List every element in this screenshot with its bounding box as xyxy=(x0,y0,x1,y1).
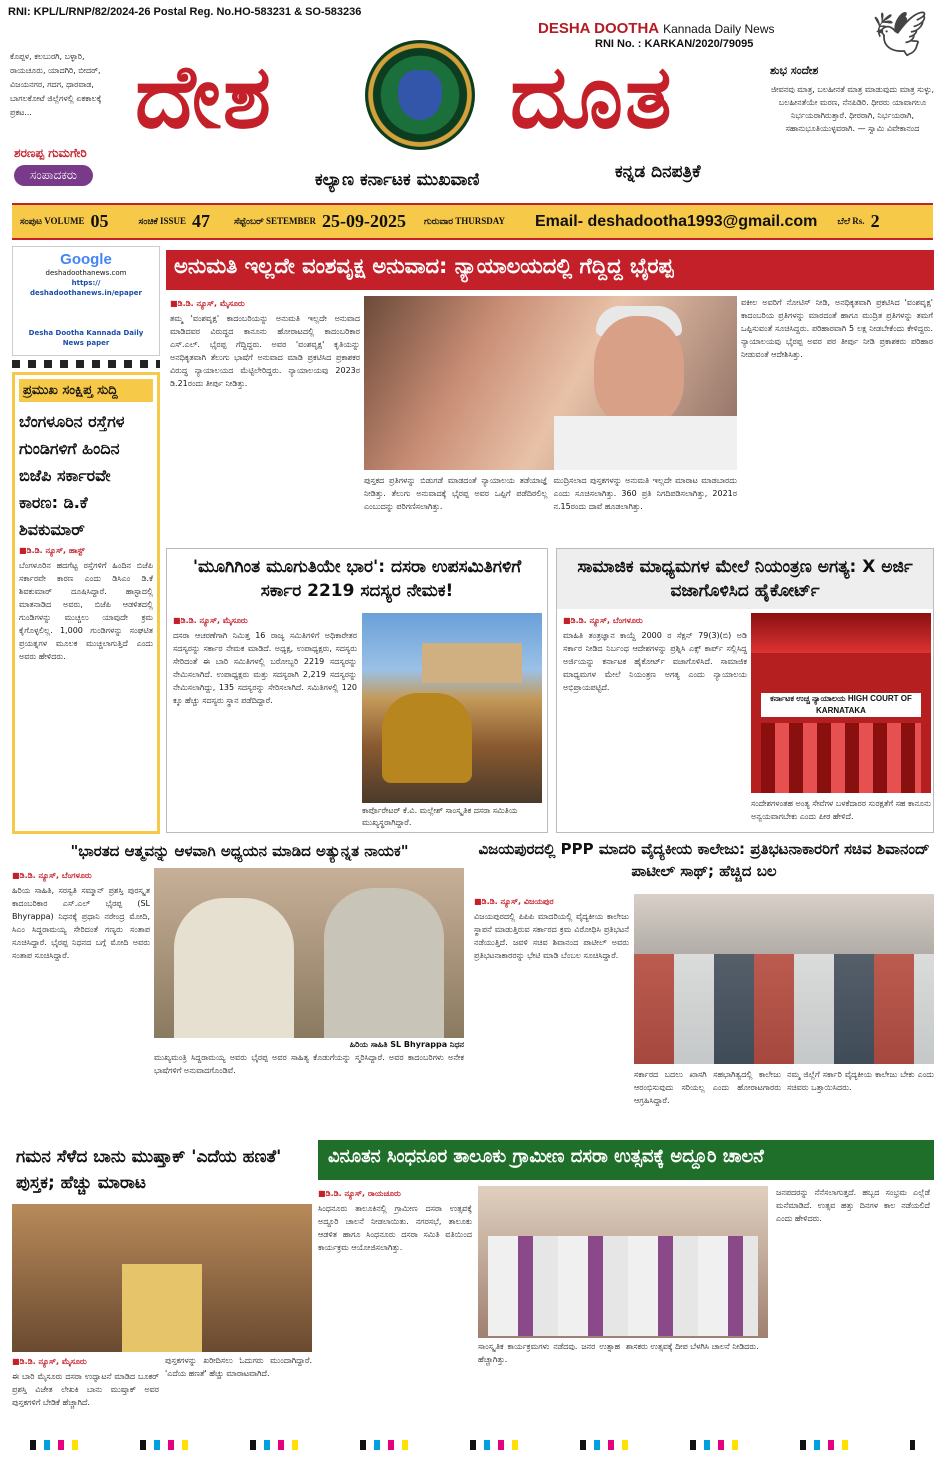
art6-col-b: ಪುಸ್ತಕಗಳನ್ನು ಖರೀದಿಸಲು ಓದುಗರು ಮುಂದಾಗಿದ್ದಾರೆ. 'ಎದೆಯ ಹಣತೆ' ಹೆಚ್ಚು ಮಾರಾಟವಾಗಿದೆ. xyxy=(165,1356,312,1378)
daily-wish xyxy=(770,64,935,135)
masthead-word-left: ದೇಶ xyxy=(135,45,273,148)
wish-title: ಶುಭ ಸಂದೇಶ xyxy=(770,64,819,77)
building-pillars xyxy=(761,723,921,793)
art6-headline[interactable]: ಗಮನ ಸೆಳೆದ ಬಾನು ಮುಷ್ತಾಕ್ 'ಎದೆಯ ಹಣತೆ' ಪುಸ್ತಕ; ಹೆಚ್ಚು ಮಾರಾಟ xyxy=(16,1147,282,1193)
brand-english xyxy=(538,20,775,37)
brand-name: DESHA DOOTHA xyxy=(538,20,660,37)
art3-photo xyxy=(751,613,931,793)
art6-byline: ■ಡಿ.ಡಿ. ನ್ಯೂಸ್, ಮೈಸೂರು xyxy=(12,1357,87,1366)
news-briefs xyxy=(12,372,160,834)
guests-row xyxy=(488,1236,758,1336)
wish-text: ಜೀವನವು ಮಾತ್ರ, ಬಲಹೀನತೆ ಮಾತ್ರ ಮಾಡುವುದು ಮಾತ್ರ ಸುಳ್ಳು, ಬಲಹೀನತೆಯೇ ಮರಣ, ನೆನಪಿಡಿರಿ. ಧೀರರು ಯಾವಾಗಲೂ ನಿರ್ಭಯರಾಗಿರುತ್ತಾರೆ. ಧೀರರಾಗಿ, ನಿರ್ಭಯರಾಗಿ, ಸಹಾನುಭೂತಿಯುಳ್ಳವರಾಗಿ. — ಸ್ವಾಮಿ ವಿವೇಕಾನಂದ xyxy=(770,85,935,133)
art6-photo xyxy=(12,1204,312,1352)
sindhanur-dasara-story xyxy=(318,1140,934,1435)
art6-columns xyxy=(12,1354,312,1409)
art2-caption: ಕಾರ್ಪೊರೇಟರ್ ಕೆ.ವಿ. ಮಲ್ಲೇಶ್ ಸಾಂಸ್ಕೃತಿಕ ದಸರಾ ಸಮಿತಿಯ ಮುಖ್ಯಸ್ಥರಾಗಿದ್ದಾರೆ. xyxy=(362,806,518,827)
art5-bottom xyxy=(634,1068,934,1107)
art5-column xyxy=(474,894,629,962)
epaper-link[interactable]: https:// deshadoothanews.in/epaper xyxy=(30,279,142,297)
registration-line: RNI: KPL/L/RNP/82/2024-26 Postal Reg. No.HO-583231 & SO-583236 xyxy=(8,6,362,18)
lead-body-3: ಮುದ್ರಿಸಲಾದ ಪುಸ್ತಕಗಳನ್ನು ಅನುಮತಿ ಇಲ್ಲದೇ ಮಾರಾಟ ಮಾಡಬಾರದು ಎಂದು ಸೂಚಿಸಲಾಗಿತ್ತು. 360 ಪ್ರತಿ ನಿಗದಿಪಡಿಸಲಾಗಿತ್ತು, 2021ರ ನ.15ರಂದು ದಾವೆ ಹೂಡಲಾಗಿತ್ತು. xyxy=(553,476,737,511)
tagline: ಕಲ್ಯಾಣ ಕರ್ನಾಟಕ ಮುಖವಾಣಿ xyxy=(315,170,480,190)
brief-headline[interactable]: ಬೆಂಗಳೂರಿನ ರಸ್ತೆಗಳ ಗುಂಡಿಗಳಿಗೆ ಹಿಂದಿನ ಬಿಜೆಪಿ ಸರ್ಕಾರವೇ ಕಾರಣ: ಡಿ.ಕೆ ಶಿವಕುಮಾರ್ xyxy=(19,412,125,539)
art5-byline: ■ಡಿ.ಡಿ. ನ್ಯೂಸ್, ವಿಜಯಪುರ xyxy=(474,897,554,906)
art5-body: ವಿಜಯಪುರದಲ್ಲಿ ಪಿಪಿಪಿ ಮಾದರಿಯಲ್ಲಿ ವೈದ್ಯಕೀಯ ಕಾಲೇಜು ಸ್ಥಾಪನೆ ಮಾಡುತ್ತಿರುವ ಸರ್ಕಾರದ ಕ್ರಮ ವಿರೋಧಿಸಿ ಪ್ರತಿಭಟನೆ ನಡೆಯುತ್ತಿದೆ. ಜವಳಿ ಸಚಿವ ಶಿವಾನಂದ ಪಾಟೀಲ್ ಅವರು ಪ್ರತಿಭಟನಾಕಾರರನ್ನು ಭೇಟಿ ಮಾಡಿ ಬೆಂಬಲ ಸೂಚಿಸಿದ್ದಾರೆ. xyxy=(474,912,629,960)
lead-below-photo xyxy=(364,474,737,513)
lead-body-1: ತಮ್ಮ 'ವಂಶವೃಕ್ಷ' ಕಾದಂಬರಿಯನ್ನು ಅನುಮತಿ ಇಲ್ಲದೇ ಅನುವಾದ ಮಾಡಿದವರ ವಿರುದ್ಧದ ಕಾನೂನು ಹೋರಾಟದಲ್ಲಿ ಕಾದಂಬರಿಕಾರ ಎಸ್.ಎಲ್. ಭೈರಪ್ಪ ಗೆದ್ದಿದ್ದರು. ಅವರ 'ವಂಶವೃಕ್ಷ' ಕೃತಿಯನ್ನು ಅನಧಿಕೃತವಾಗಿ ತೆಲುಗು ಭಾಷೆಗೆ ಅನುವಾದ ಮಾಡಿ ಪ್ರಕಟಿಸಿದ ಪ್ರಕಾಶಕರ ವಿರುದ್ಧ ನ್ಯಾಯಾಲಯದ ಮೆಟ್ಟಿಲೇರಿದ್ದರು. ನ್ಯಾಯಾಲಯವು 2023ರ ಡಿ.21ರಂದು ತೀರ್ಪು ನೀಡಿತ್ತು. xyxy=(170,314,360,388)
art2-headline[interactable]: 'ಮೂಗಿಗಿಂತ ಮೂಗುತಿಯೇ ಭಾರ': ದಸರಾ ಉಪಸಮಿತಿಗಳಿಗೆ ಸರ್ಕಾರ 2219 ಸದಸ್ಯರ ನೇಮಕ! xyxy=(192,557,522,601)
lead-photo xyxy=(364,296,737,470)
art4-headline[interactable]: "ಭಾರತದ ಆತ್ಮವನ್ನು ಆಳವಾಗಿ ಅಧ್ಯಯನ ಮಾಡಿದ ಅತ್ಯುನ್ನತ ನಾಯಕ" xyxy=(70,842,409,860)
india-map-icon xyxy=(398,70,442,120)
daily-label: ಕನ್ನಡ ದಿನಪತ್ರಿಕೆ xyxy=(615,162,701,182)
issue-number: 47 xyxy=(192,211,211,231)
art6-col-a-wrap xyxy=(12,1354,159,1409)
editor-role: ಸಂಪಾದಕರು xyxy=(14,165,93,186)
left-sidebar xyxy=(12,246,160,834)
art7-column-b xyxy=(776,1186,930,1225)
crowd-shape xyxy=(634,954,934,1064)
bhyrappa-tribute-story xyxy=(12,838,467,1136)
art7-under-photo xyxy=(478,1340,768,1366)
elephant-shape xyxy=(382,693,472,783)
masthead-word-right: ದೂತ xyxy=(510,45,674,148)
dove-icon: 🕊 xyxy=(872,9,928,60)
art4-caption: ಹಿರಿಯ ಸಾಹಿತಿ SL Bhyrappa ನಿಧನ xyxy=(349,1040,464,1049)
volume-number: 05 xyxy=(90,211,109,231)
editor-block xyxy=(14,146,234,196)
lead-column-3 xyxy=(741,296,933,361)
lamp-shape xyxy=(122,1264,202,1352)
brand-subtitle: Kannada Daily News xyxy=(663,22,775,36)
art5-bottom-b: ನಮ್ಮ ಜಿಲ್ಲೆಗೆ ಸರ್ಕಾರಿ ವೈದ್ಯಕೀಯ ಕಾಲೇಜು ಬೇಕು ಎಂದು ಸಚಿವರು ಒತ್ತಾಯಿಸಿದರು. xyxy=(787,1070,934,1092)
art4-column xyxy=(12,868,150,962)
rni-number: RNI No. : KARKAN/2020/79095 xyxy=(595,38,754,50)
art5-bottom-a: ಸರ್ಕಾರದ ಬದಲು ಖಾಸಗಿ ಸಹಭಾಗಿತ್ವದಲ್ಲಿ ಕಾಲೇಜು ಆರಂಭಿಸುವುದು ಸರಿಯಲ್ಲ ಎಂದು ಹೋರಾಟಗಾರರು ಆಗ್ರಹಿಸಿದ್ದಾರೆ. xyxy=(634,1070,781,1105)
art4-caption-block xyxy=(154,1039,464,1077)
art3-column xyxy=(563,613,747,694)
day-label: ಗುರುವಾರ THURSDAY xyxy=(423,216,505,226)
high-court-story xyxy=(556,548,934,833)
photo-face xyxy=(594,316,684,426)
art5-photo xyxy=(634,894,934,1064)
lead-body-2: ಪುಸ್ತಕದ ಪ್ರತಿಗಳನ್ನು ಬಿಡುಗಡೆ ಮಾಡದಂತೆ ನ್ಯಾಯಾಲಯ ತಡೆಯಾಜ್ಞೆ ನೀಡಿತ್ತು. ತೆಲುಗು ಅನುವಾದಕ್ಕೆ ಭೈರಪ್ಪ ಅವರ ಒಪ್ಪಿಗೆ ಪಡೆದಿರಲಿಲ್ಲ ಎಂಬುದನ್ನು ಪರಿಗಣಿಸಲಾಗಿತ್ತು. xyxy=(364,476,548,511)
distribution-note: ಕೊಪ್ಪಳ, ಕಲಬುರಗಿ, ಬಳ್ಳಾರಿ, ರಾಯಚೂರು, ಯಾದಗಿರಿ, ಬೀದರ್, ವಿಜಯನಗರ, ಗದಗ, ಧಾರವಾಡ, ಬಾಗಲಕೋಟೆ ಜಿಲ್ಲೆಗಳಲ್ಲಿ ಏಕಕಾಲಕ್ಕೆ ಪ್ರಕಟ... xyxy=(10,52,102,117)
banu-mushtaq-story xyxy=(12,1140,312,1435)
art3-headline[interactable]: ಸಾಮಾಜಿಕ ಮಾಧ್ಯಮಗಳ ಮೇಲೆ ನಿಯಂತ್ರಣ ಅಗತ್ಯ: X ಅರ್ಜಿ ವಜಾಗೊಳಿಸಿದ ಹೈಕೋರ್ಟ್ xyxy=(557,549,933,609)
month-label: ಸೆಪ್ಟೆಂಬರ್ SETEMBER xyxy=(234,216,316,226)
google-logo: Google xyxy=(60,251,112,268)
divider xyxy=(12,360,160,368)
price-value: 2 xyxy=(870,211,880,231)
art7-column-a xyxy=(318,1186,472,1254)
lead-story xyxy=(166,250,934,540)
art2-photo xyxy=(362,613,542,803)
art2-byline: ■ಡಿ.ಡಿ. ನ್ಯೂಸ್, ಮೈಸೂರು xyxy=(173,616,248,625)
art4-cap-body: ಮುಖ್ಯಮಂತ್ರಿ ಸಿದ್ದರಾಮಯ್ಯ ಅವರು ಭೈರಪ್ಪ ಅವರ ಸಾಹಿತ್ಯ ಕೊಡುಗೆಯನ್ನು ಸ್ಮರಿಸಿದ್ದಾರೆ. ಅವರ ಕಾದಂಬರಿಗಳು ಅನೇಕ ಭಾಷೆಗಳಿಗೆ ಅನುವಾದಗೊಂಡಿವೆ. xyxy=(154,1053,464,1075)
epaper-card[interactable] xyxy=(12,246,160,356)
art7-headline[interactable]: ವಿನೂತನ ಸಿಂಧನೂರ ತಾಲೂಕು ಗ್ರಾಮೀಣ ದಸರಾ ಉತ್ಸವಕ್ಕೆ ಅದ್ದೂರಿ ಚಾಲನೆ xyxy=(318,1140,934,1180)
palace-shape xyxy=(422,643,522,683)
price-label: ಬೆಲೆ Rs. xyxy=(837,216,865,226)
art7-under-a: ಸಾಂಸ್ಕೃತಿಕ ಕಾರ್ಯಕ್ರಮಗಳು ನಡೆದವು. ಜನರ ಉತ್ಸಾಹ ಹೆಚ್ಚಾಗಿತ್ತು. xyxy=(478,1342,620,1364)
briefs-title: ಪ್ರಮುಖ ಸಂಕ್ಷಿಪ್ತ ಸುದ್ದಿ xyxy=(19,379,153,402)
art6-col-a: ಈ ಬಾರಿ ಮೈಸೂರು ದಸರಾ ಉದ್ಘಾಟನೆ ಮಾಡಿದ ಬೂಕರ್ ಪ್ರಶಸ್ತಿ ವಿಜೇತ ಲೇಖಕಿ ಬಾನು ಮುಷ್ತಾಕ್ ಅವರ ಪುಸ್ತಕಗಳಿಗೆ ಬೇಡಿಕೆ ಹೆಚ್ಚಾಗಿದೆ. xyxy=(12,1372,159,1407)
art7-byline: ■ಡಿ.ಡಿ. ನ್ಯೂಸ್, ರಾಯಚೂರು xyxy=(318,1189,401,1198)
building-roof xyxy=(751,613,931,653)
issue-label: ಸಂಚಿಕೆ ISSUE xyxy=(138,216,187,226)
lead-body-4: ವಕೀಲ ಅವರಿಗೆ ನೋಟಿಸ್ ನೀಡಿ, ಅನಧಿಕೃತವಾಗಿ ಪ್ರಕಟಿಸಿದ 'ವಂಶವೃಕ್ಷ' ಕಾದಂಬರಿಯ ಪ್ರತಿಗಳನ್ನು ಮಾರದಂತೆ ಹಾಗೂ ಮುದ್ರಿತ ಪ್ರತಿಗಳನ್ನು ತಮಗೆ ಒಪ್ಪಿಸುವಂತೆ ಸೂಚಿಸಿದ್ದರು. ಪರಿಹಾರವಾಗಿ 5 ಲಕ್ಷ ನೀಡಬೇಕೆಂದು ಕೇಳಿದ್ದರು. ನ್ಯಾಯಾಲಯವು ಭೈರಪ್ಪ ಅವರ ಪರ ತೀರ್ಪು ನೀಡಿ ಪ್ರಕಾಶಕರು ಪರಿಹಾರ ನೀಡುವಂತೆ ಆದೇಶಿಸಿತ್ತು. xyxy=(741,298,933,359)
dasara-committee-story xyxy=(166,548,548,833)
art3-body: ಮಾಹಿತಿ ತಂತ್ರಜ್ಞಾನ ಕಾಯ್ದೆ 2000 ರ ಸೆಕ್ಷನ್ 79(3)(ಬಿ) ಅಡಿ ಸರ್ಕಾರ ನೀಡಿದ ನಿರ್ಬಂಧ ಆದೇಶಗಳನ್ನು ಪ್ರಶ್ನಿಸಿ ಎಕ್ಸ್ ಕಾರ್ಪ್ ಸಲ್ಲಿಸಿದ್ದ ಅರ್ಜಿಯನ್ನು ಕರ್ನಾಟಕ ಹೈಕೋರ್ಟ್ ವಜಾಗೊಳಿಸಿದೆ. ಸಾಮಾಜಿಕ ಮಾಧ್ಯಮಗಳ ಮೇಲೆ ನಿಯಂತ್ರಣ ಅಗತ್ಯ ಎಂದು ನ್ಯಾಯಾಲಯ ಅಭಿಪ್ರಾಯಪಟ್ಟಿದೆ. xyxy=(563,631,747,692)
lead-byline: ■ಡಿ.ಡಿ. ನ್ಯೂಸ್, ಮೈಸೂರು xyxy=(170,299,245,308)
art4-photo xyxy=(154,868,464,1038)
emblem-icon xyxy=(365,40,475,150)
art7-col-a: ಸಿಂಧನೂರು ತಾಲೂಕಿನಲ್ಲಿ ಗ್ರಾಮೀಣ ದಸರಾ ಉತ್ಸವಕ್ಕೆ ಅದ್ದೂರಿ ಚಾಲನೆ ನೀಡಲಾಯಿತು. ನಗರಸಭೆ, ತಾಲೂಕು ಆಡಳಿತ ಹಾಗೂ ಸಿಂಧನೂರು ದಸರಾ ಸಮಿತಿ ವತಿಯಿಂದ ಕಾರ್ಯಕ್ರಮ ಆಯೋಜಿಸಲಾಗಿತ್ತು. xyxy=(318,1204,472,1252)
brief-byline: ■ಡಿ.ಡಿ. ನ್ಯೂಸ್, ಹಾಸ್ಟ್ xyxy=(19,546,85,555)
art7-col-b: ಜನಪದರನ್ನು ನೆನೆಸಲಾಗುತ್ತದೆ. ಹಬ್ಬದ ಸಂಭ್ರಮ ಎಲ್ಲೆಡೆ ಮನೆಮಾಡಿದೆ. ಉತ್ಸವ ಹತ್ತು ದಿನಗಳ ಕಾಲ ನಡೆಯಲಿದೆ ಎಂದು ಹೇಳಿದರು. xyxy=(776,1188,930,1223)
art3-byline: ■ಡಿ.ಡಿ. ನ್ಯೂಸ್, ಬೆಂಗಳೂರು xyxy=(563,616,643,625)
court-sign: ಕರ್ನಾಟಕ ಉಚ್ಚ ನ್ಯಾಯಾಲಯ HIGH COURT OF KARNATAKA xyxy=(761,693,921,717)
brief-body: ಬೆಂಗಳೂರಿನ ಹದಗೆಟ್ಟ ರಸ್ತೆಗಳಿಗೆ ಹಿಂದಿನ ಬಿಜೆಪಿ ಸರ್ಕಾರವೇ ಕಾರಣ ಎಂದು ಡಿಸಿಎಂ ಡಿ.ಕೆ ಶಿವಕುಮಾರ್ ದೂಷಿಸಿದ್ದಾರೆ. ಹಾಸ್ಟಾದಲ್ಲಿ ಮಾತನಾಡಿದ ಅವರು, ಬಿಜೆಪಿ ಆಡಳಿತದಲ್ಲಿ ಗುಂಡಿಗಳನ್ನು ಮುಚ್ಚಲು ಯಾವುದೇ ಕ್ರಮ ಕೈಗೊಳ್ಳಲಿಲ್ಲ. 1,000 ಗುಂಡಿಗಳನ್ನು ಸಂಘಟಿತ ಪ್ರಯತ್ನಗಳ ಮೂಲಕ ಮುಚ್ಚಲಾಗುತ್ತಿದೆ ಎಂದು ಅವರು ಹೇಳಿದರು. xyxy=(19,561,153,661)
epaper-caption: Desha Dootha Kannada Daily News paper xyxy=(28,329,144,347)
volume-label: ಸಂಪುಟ VOLUME xyxy=(20,216,85,226)
art2-column xyxy=(173,613,357,707)
site-name: deshadoothanews.com xyxy=(45,269,127,277)
print-registration-marks xyxy=(30,1440,915,1450)
art3-bottom: ಸಂದೇಶಗಳಂತಹ ಅಂತ್ಯ ಸೇವೆಗಳ ಬಳಕೆದಾರರ ಸುರಕ್ಷತೆಗೆ ಸಹ ಕಾನೂನು ಅನ್ವಯವಾಗಬೇಕು ಎಂದು ಪೀಠ ಹೇಳಿದೆ. xyxy=(751,799,931,821)
editor-name: ಶರಣಪ್ಪ ಗುಮಗೇರಿ xyxy=(14,146,87,160)
person-right xyxy=(324,888,444,1038)
issue-date: 25-09-2025 xyxy=(321,211,406,231)
art4-byline: ■ಡಿ.ಡಿ. ನ್ಯೂಸ್, ಬೆಂಗಳೂರು xyxy=(12,871,92,880)
contact-email[interactable]: Email- deshadootha1993@gmail.com xyxy=(535,212,818,230)
lead-column-1 xyxy=(170,296,360,390)
lead-headline[interactable]: ಅನುಮತಿ ಇಲ್ಲದೇ ವಂಶವೃಕ್ಷ ಅನುವಾದ: ನ್ಯಾಯಾಲಯದಲ್ಲಿ ಗೆದ್ದಿದ್ದ ಭೈರಪ್ಪ xyxy=(166,250,934,290)
art4-body: ಹಿರಿಯ ಸಾಹಿತಿ, ಸರಸ್ವತಿ ಸಮ್ಮಾನ್ ಪ್ರಶಸ್ತಿ ಪುರಸ್ಕೃತ ಕಾದಂಬರಿಕಾರ ಎಸ್.ಎಲ್ ಭೈರಪ್ಪ (SL Bhyrappa) ನಿಧನಕ್ಕೆ ಪ್ರಧಾನಿ ನರೇಂದ್ರ ಮೋದಿ, ಸಿಎಂ ಸಿದ್ದರಾಮಯ್ಯ ಸೇರಿದಂತೆ ಗಣ್ಯರು ಸಂತಾಪ ಸೂಚಿಸಿದ್ದಾರೆ. ಭೈರಪ್ಪ ನಿಧನದ ಬಗ್ಗೆ ಮೋದಿ ಅವರು ಸಂತಾಪ ಸೂಚಿಸಿದ್ದಾರೆ. xyxy=(12,886,150,960)
art5-headline[interactable]: ವಿಜಯಪುರದಲ್ಲಿ PPP ಮಾದರಿ ವೈದ್ಯಕೀಯ ಕಾಲೇಜು: ಪ್ರತಿಭಟನಾಕಾರರಿಗೆ ಸಚಿವ ಶಿವಾನಂದ್ ಪಾಟೀಲ್ ಸಾಥ್; ಹೆಚ್ಚಿದ ಬಲ xyxy=(478,840,930,880)
photo-shirt xyxy=(554,416,737,470)
art7-under-b: ಶಾಸಕರು ಉತ್ಸವಕ್ಕೆ ದೀಪ ಬೆಳಗಿಸಿ ಚಾಲನೆ ನೀಡಿದರು. xyxy=(626,1342,759,1351)
art7-photo xyxy=(478,1186,768,1338)
medical-college-story xyxy=(474,838,934,1136)
art2-body: ದಸರಾ ಆಚರಣೆಗಾಗಿ ನಿಮಿತ್ತ 16 ರಾಜ್ಯ ಸಮಿತಿಗಳಿಗೆ ಅಧಿಕಾರೇತರ ಸದಸ್ಯರನ್ನು ಸರ್ಕಾರ ನೇಮಕ ಮಾಡಿದೆ. ಅಧ್ಯಕ್ಷ, ಉಪಾಧ್ಯಕ್ಷರು, ಸದಸ್ಯರು ಸೇರಿದಂತೆ ಈ ಬಾರಿ ಸಮಿತಿಗಳಲ್ಲಿ ಬರೋಬ್ಬರಿ 2219 ಸದಸ್ಯರನ್ನು ನೇಮಿಸಲಾಗಿದೆ. ಉಪಾಧ್ಯಕ್ಷರು ಮತ್ತು ಸದಸ್ಯರಾಗಿ 2,219 ಸದಸ್ಯರನ್ನು ನೇಮಿಸಲಾಗಿದ್ದು, 135 ಸದಸ್ಯರನ್ನು ಸೇರಿಸಲಾಗಿದೆ. ಸಮಿತಿಗಳಲ್ಲಿ 120 ಕ್ಕೂ ಹೆಚ್ಚು ಸದಸ್ಯರು ಸ್ಥಾನ ಪಡೆದಿದ್ದಾರೆ. xyxy=(173,631,357,705)
issue-info-bar xyxy=(12,203,933,240)
person-left xyxy=(174,898,294,1038)
